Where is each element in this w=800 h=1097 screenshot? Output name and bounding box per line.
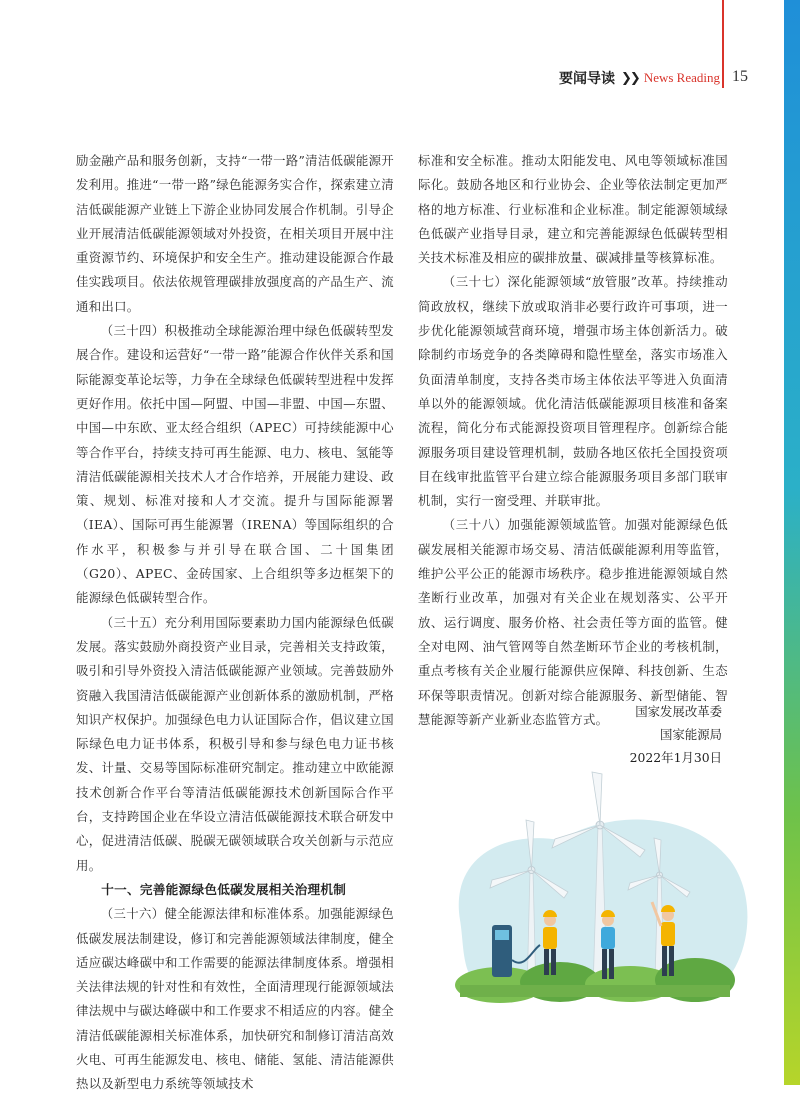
signature-org: 国家能源局 (660, 727, 722, 742)
page-number: 15 (732, 68, 748, 85)
signature-date: 2022年1月30日 (629, 750, 722, 765)
side-color-bar (784, 0, 800, 1085)
paragraph: （三十四）积极推动全球能源治理中绿色低碳转型发展合作。建设和运营好“一带一路”能源合作伙伴关系和国际能源变革论坛等，力争在全球绿色低碳转型进程中发挥更好作用。依托中国—阿盟、中国—非盟、中国—东盟、中国—中东欧、亚太经合组织（APEC）可持续能源中心等合作平台，持续支持可再生能源、电力、核电、氢能等清洁低碳能源相关技术人才合作培养，开展能力建设、政策、规划、标准对接和人才交流。提升与国际能源署（IEA）、国际可再生能源署（IRENA）等国际组织的合作水平，积极参与并引导在联合国、二十国集团（G20）、APEC、金砖国家、上合组织等多边框架下的能源绿色低碳转型合作。 (76, 323, 394, 606)
signature-block (560, 700, 722, 769)
section-title-en: News Reading (643, 70, 720, 85)
paragraph: （三十五）充分利用国际要素助力国内能源绿色低碳发展。落实鼓励外商投资产业目录，完善相关支持政策，吸引和引导外资投入清洁低碳能源产业领域。完善鼓励外资融入我国清洁低碳能源产业创新体系的激励机制，严格知识产权保护。加强绿色电力认证国际合作，倡议建立国际绿色电力证书体系，积极引导和参与绿色电力证书核发、计量、交易等国际标准研究制定。推动建立中欧能源技术创新合作平台等清洁低碳能源技术创新国际合作平台，支持跨国企业在华设立清洁低碳能源技术联合研发中心，促进清洁低碳、脱碳无碳领域联合攻关创新与示范应用。 (76, 614, 394, 873)
paragraph: （三十六）健全能源法律和标准体系。加强能源绿色低碳发展法制建设，修订和完善能源领域法律制度，健全适应碳达峰碳中和工作需要的能源法律制度体系。增强相关法律法规的针对性和有效性，全面清理现行能源领域法律法规中与碳达峰碳中和工作要求不相适应的内容。健全清洁低碳能源相关标准体系，加快研究和制修订清洁高效火电、可再生能源发电、核电、储能、氢能、清洁能源供热以及新型电力系统等领域技术 (76, 906, 394, 1092)
paragraph: 标准和安全标准。推动太阳能发电、风电等领域标准国际化。鼓励各地区和行业协会、企业等依法制定更加严格的地方标准、行业标准和企业标准。制定能源领域绿色低碳产业指导目录，建立和完善能源绿色低碳转型相关技术标准及相应的碳排放量、碳减排量等核算标准。 (418, 153, 728, 266)
paragraph: （三十八）加强能源领域监管。加强对能源绿色低碳发展相关能源市场交易、清洁低碳能源利用等监管，维护公平公正的能源市场秩序。稳步推进能源领域自然垄断行业改革，加强对有关企业在规划落实、公平开放、运行调度、服务价格、社会责任等方面的监管。健全对电网、油气管网等自然垄断环节企业的考核机制，重点考核有关企业履行能源供应保障、科技创新、生态环保等职责情况。创新对综合能源服务、新型储能、智慧能源等新产业新业态监管方式。 (418, 517, 728, 727)
paragraph: （三十七）深化能源领域“放管服”改革。持续推动简政放权，继续下放或取消非必要行政许可事项，进一步优化能源领域营商环境，增强市场主体创新活力。破除制约市场竞争的各类障碍和隐性壁垒，落实市场准入负面清单制度，支持各类市场主体依法平等进入负面清单以外的能源领域。优化清洁低碳能源项目核准和备案流程，简化分布式能源投资项目管理程序。创新综合能源服务项目建设管理机制，鼓励各地区依托全国投资项目在线审批监管平台建立综合能源服务项目多部门联审机制，实行一窗受理、并联审批。 (418, 274, 728, 509)
wind-turbines-workers-illustration (440, 770, 760, 1015)
right-column (418, 149, 728, 732)
paragraph: 励金融产品和服务创新，支持“一带一路”清洁低碳能源开发利用。推进“一带一路”绿色能源务实合作，探索建立清洁低碳能源产业链上下游企业协同发展合作机制。引导企业开展清洁低碳能源领域对外投资，在相关项目开展中注重资源节约、环境保护和安全生产。推动建设能源合作最佳实践项目。依法依规管理碳排放强度高的产品生产、流通和出口。 (76, 153, 394, 314)
running-header (530, 66, 720, 90)
section-title-cn: 要闻导读 (559, 71, 616, 87)
left-column (76, 149, 394, 1097)
section-heading: 十一、完善能源绿色低碳发展相关治理机制 (101, 881, 347, 897)
header-red-rule (722, 0, 724, 88)
signature-org: 国家发展改革委 (635, 704, 722, 719)
double-chevron-icon: ❯❯ (621, 70, 639, 86)
